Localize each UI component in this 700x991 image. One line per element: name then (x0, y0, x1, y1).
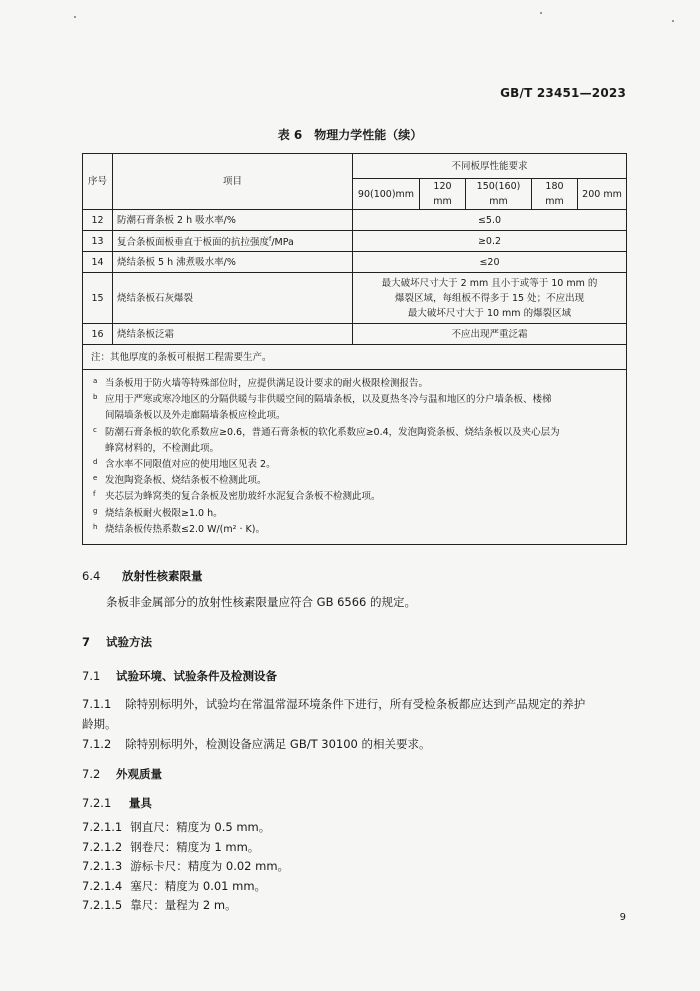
clause-7-1-2 (82, 734, 431, 754)
section-title: 外观质量 (115, 767, 162, 781)
table-footnotes (83, 370, 627, 545)
header-thickness-group: 不同板厚性能要求 (353, 154, 627, 179)
list-item (82, 896, 289, 916)
header-thickness: 120 mm (420, 179, 466, 210)
clause-text: 塞尺：精度为 0.01 mm。 (130, 878, 267, 893)
footnote-mark: c (93, 425, 97, 434)
clause-number: 7.2.1.4 (82, 878, 123, 893)
row-number: 15 (83, 273, 113, 324)
footnote-mark: a (93, 377, 98, 385)
footnote-mark: d (93, 458, 98, 467)
table-row (83, 231, 627, 252)
section-title: 试验方法 (106, 635, 153, 649)
tools-list (82, 818, 289, 916)
footnote-text: 当条板用于防火墙等特殊部位时，应提供满足设计要求的耐火极限检测报告。 (105, 378, 429, 389)
footnote-text: 含水率不同限值对应的使用地区见表 2。 (105, 459, 276, 471)
row-item: 烧结条板 5 h 沸煮吸水率/% (113, 252, 353, 273)
section-title: 试验环境、试验条件及检测设备 (115, 669, 277, 683)
clause-text: 龄期。 (82, 717, 117, 731)
footnote-text: 蜂窝材料的，不检测此项。 (105, 442, 220, 454)
clause-number: 7.2.1.3 (82, 859, 123, 873)
footnote-text: 发泡陶瓷条板、烧结条板不检测此项。 (105, 475, 267, 487)
page-number: 9 (619, 912, 626, 923)
footnote-mark: h (93, 522, 98, 531)
footnote-text: 间隔墙条板以及外走廊隔墙条板应检此项。 (105, 410, 286, 422)
clause-text: 游标卡尺：精度为 0.02 mm。 (130, 859, 290, 873)
row-requirement: ≤20 (353, 252, 627, 273)
clause-7-1-1 (82, 694, 585, 734)
header-thickness: 150(160) mm (466, 179, 532, 210)
standard-code: GB/T 23451—2023 (500, 86, 626, 100)
section-6-4-heading (82, 568, 202, 584)
row-requirement (353, 273, 627, 324)
section-7-1-heading (82, 668, 277, 684)
footnote (93, 457, 616, 473)
scan-speck (74, 16, 76, 18)
row-item-text: 复合条板面板垂直于板面的抗拉强度 (117, 237, 270, 249)
requirement-line: 最大破坏尺寸大于 10 mm 的爆裂区域 (407, 307, 572, 319)
clause-text: 钢卷尺：精度为 1 mm。 (130, 839, 260, 854)
requirement-line: 最大破坏尺寸大于 2 mm 且小于或等于 10 mm 的 (381, 277, 598, 289)
footnote (93, 376, 616, 392)
row-item: 烧结条板石灰爆裂 (113, 273, 353, 324)
clause-text: 除特别标明外，检测设备应满足 GB/T 30100 的相关要求。 (125, 737, 431, 751)
clause-number: 7.1.1 (82, 697, 112, 711)
clause-text: 钢直尺：精度为 0.5 mm。 (130, 820, 271, 834)
section-title: 量具 (128, 796, 152, 810)
list-item (82, 857, 289, 877)
footnote-mark: g (93, 506, 98, 515)
header-thickness: 200 mm (578, 179, 627, 210)
section-7-2-1-heading (82, 795, 152, 811)
section-number: 7.2 (82, 767, 101, 781)
header-seq: 序号 (83, 154, 113, 210)
table-row (83, 252, 627, 273)
clause-text: 靠尺：量程为 2 m。 (130, 898, 237, 912)
row-requirement: 不应出现严重泛霜 (353, 324, 627, 345)
section-7-2-heading (82, 766, 162, 782)
row-item: 烧结条板泛霜 (113, 324, 353, 345)
row-item: 防潮石膏条板 2 h 吸水率/% (113, 210, 353, 231)
header-item: 项目 (113, 154, 353, 210)
footnote (93, 489, 616, 505)
table-row (83, 273, 627, 324)
table-row (83, 324, 627, 345)
section-number: 7.2.1 (82, 796, 112, 810)
footnote (93, 425, 616, 457)
list-item (82, 818, 289, 838)
header-thickness: 180 mm (532, 179, 578, 210)
table-row (83, 210, 627, 231)
footnote-mark: f (93, 490, 96, 499)
section-number: 7 (82, 635, 91, 649)
row-item-unit: /MPa (271, 237, 294, 249)
row-number: 13 (83, 231, 113, 252)
footnote (93, 506, 616, 522)
footnote-ref: f (269, 234, 272, 243)
footnote-mark: b (93, 393, 98, 402)
header-thickness: 90(100)mm (353, 179, 420, 210)
footnote-text: 烧结条板耐火极限≥1.0 h。 (105, 507, 223, 519)
footnote (93, 473, 616, 489)
properties-table (82, 153, 627, 545)
clause-number: 7.2.1.5 (82, 898, 123, 912)
footnote-text: 烧结条板传热系数≤2.0 W/(m² · K)。 (105, 523, 265, 535)
table-caption: 表 6 物理力学性能（续） (277, 128, 423, 142)
footnote (93, 392, 616, 424)
clause-number: 7.2.1.2 (82, 839, 123, 854)
requirement-line: 爆裂区域，每组板不得多于 15 处；不应出现 (394, 292, 585, 304)
clause-number: 7.2.1.1 (82, 820, 123, 834)
footnote-text: 夹芯层为蜂窝类的复合条板及密肋玻纤水泥复合条板不检测此项。 (105, 491, 381, 503)
scan-speck (672, 20, 674, 22)
row-number: 16 (83, 324, 113, 345)
list-item (82, 877, 289, 897)
footnote-mark: e (93, 474, 98, 483)
row-requirement: ≥0.2 (353, 231, 627, 252)
section-number: 7.1 (82, 669, 101, 683)
table-note: 注：其他厚度的条板可根据工程需要生产。 (83, 345, 627, 370)
clause-number: 7.1.2 (82, 737, 112, 751)
section-7-heading (82, 634, 152, 650)
list-item (82, 838, 289, 858)
footnote-text: 防潮石膏条板的软化系数应≥0.6，普通石膏条板的软化系数应≥0.4，发泡陶瓷条板、烧结条板以及夹心层为 (105, 426, 560, 438)
row-item (113, 231, 353, 252)
scan-speck (540, 12, 542, 14)
section-number: 6.4 (82, 569, 101, 583)
footnote-text: 应用于严寒或寒冷地区的分隔供暖与非供暖空间的隔墙条板，以及夏热冬冷与温和地区的分户墙条板、楼梯 (105, 394, 552, 406)
section-title: 放射性核素限量 (121, 569, 203, 583)
clause-text: 除特别标明外，试验均在常温常湿环境条件下进行，所有受检条板都应达到产品规定的养护 (125, 697, 586, 711)
row-requirement: ≤5.0 (353, 210, 627, 231)
footnote (93, 522, 616, 538)
row-number: 12 (83, 210, 113, 231)
row-number: 14 (83, 252, 113, 273)
section-6-4-text: 条板非金属部分的放射性核素限量应符合 GB 6566 的规定。 (106, 595, 417, 609)
